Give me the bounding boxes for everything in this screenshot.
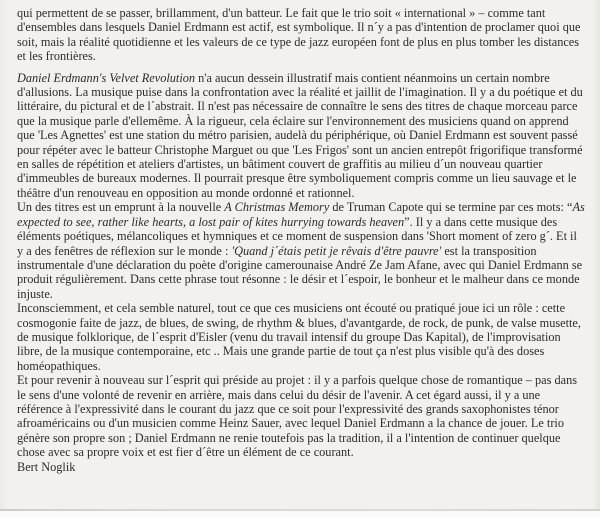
text-run: Et pour revenir à nouveau sur l´esprit qui préside au projet : il y a parfois quelque chose de romantique – pas dans le sens d'une volonté de revenir en arrière, mais dans celui du désir de l'avenir. A cet égard aussi, il y a une référence à l'expressivité dans le courant du jazz que ce soit pour l'expressivité des grands saxophonistes ténor afroaméricains ou d'un musicien comme Heinz Sauer, avec lequel Daniel Erdmann a la chance de jouer. Le trio génère son propre son ; Daniel Erdmann ne renie toutefois pas la tradition, il a l'intention de continuer quelque chose avec sa propre voix et est fier d´être un élément de ce courant.: [17, 373, 578, 460]
text-run: est la transposition instrumentale d'une déclaration du poète d'origine camerounaise André Ze Jam Afane, avec qui Daniel Erdmann se produit régulièrement. Dans cette phrase tout résonne : le désir et l´espoir, le bonheur et le malheur dans ce monde injuste.: [17, 243, 583, 301]
text-run: de Truman Capote qui se termine par ces mots: “: [329, 200, 573, 215]
signature: Bert Noglik: [17, 459, 76, 474]
text-run: Un des titres est un emprunt à la nouvelle: [17, 200, 225, 215]
italic-text-run: A Christmas Memory: [224, 200, 330, 215]
page-right-shadow: [592, 0, 600, 511]
text-run: qui permettent de se passer, brillamment, d'un batteur. Le fait que le trio soit « international » – comme tant d'ensembles dans lesquels Daniel Erdmann est actif, est symbolique. Il n´y a pas d'intention de proclamer quoi que soit, mais la réalité quotidienne et les valeurs de ce type de jazz européen font de plus en plus tomber les distances et les frontières.: [17, 6, 581, 64]
paragraphs-container: [17, 6, 586, 460]
text-run: n'a aucun dessein illustratif mais contient néanmoins un certain nombre d'allusions. La musique puise dans la confrontation avec la réalité et jaillit de l'imagination. Il y a du poétique et du littéraire, du pictural et de l´abstrait. Il n'est pas nécessaire de connaître le sens des titres de chaque morceau parce que la musique parle d'ellemême. À la rigueur, cela éclaire sur l'environnement des musiciens quand on apprend que 'Les Agnettes' est une station du métro parisien, audelà du périphérique, où Daniel Erdmann est souvent passé pour répéter avec le batteur Christophe Marguet ou que 'Les Frigos' sont un ancien entrepôt frigorifique transformé en salles de répétition et ateliers d'artistes, un bâtiment couvert de graffitis au milieu d´un nouveau quartier d'immeubles de bureaux modernes. Il pourrait presque être symboliquement compris comme un lieu sauvage et le théâtre d'un renouveau en opposition au monde ordonné et rationnel.: [17, 70, 583, 200]
paragraph: [17, 6, 586, 64]
paragraph: [17, 200, 586, 301]
italic-text-run: As expected to see, rather like hearts, a lost pair of kites hurrying towards heaven: [17, 200, 585, 229]
text-run: Inconsciemment, et cela semble naturel, tout ce que ces musiciens ont écouté ou pratiqué joue ici un rôle : cette cosmogonie faite de jazz, de blues, de swing, de rhythm & blues, d'avantgarde, de rock, de punk, de valse musette, de musique folklorique, de l´esprit d'Eisler (venu du travail intensif du groupe Das Kapital), de l'improvisation libre, de la musique contemporaine, etc .. Mais une grande partie de tout ça n'est plus visible qu'à des doses homéopathiques.: [17, 301, 581, 373]
scanner-edge-strip: [0, 511, 600, 517]
liner-notes-text: [17, 6, 586, 474]
paragraph: [17, 71, 586, 201]
italic-text-run: Daniel Erdmann's Velvet Revolution: [17, 70, 196, 85]
paragraph: [17, 301, 586, 373]
italic-text-run: 'Quand j´étais petit je rêvais d'être pauvre': [231, 243, 442, 258]
text-run: ”. Il y a dans cette musique des éléments poétiques, mélancoliques et hymniques et ce moment de suspension dans 'Short moment of zero g´. Et il y a des fenêtres de réflexion sur le monde :: [17, 214, 577, 258]
paragraph: [17, 373, 586, 459]
page-left-shadow: [0, 0, 6, 511]
